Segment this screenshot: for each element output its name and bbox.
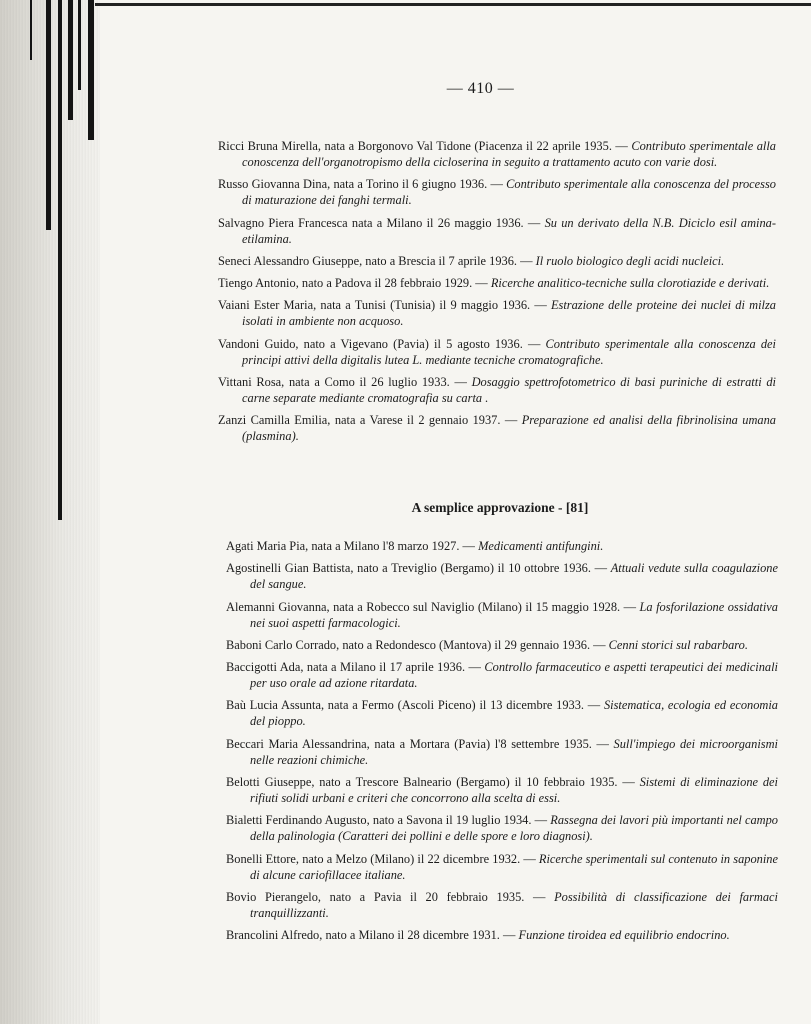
entry-author: Brancolini Alfredo, nato a Milano il 28 dicembre 1931. —: [226, 928, 519, 943]
thesis-entry: [226, 538, 778, 554]
entry-author: Alemanni Giovanna, nata a Robecco sul Naviglio (Milano) il 15 maggio 1928. —: [226, 599, 640, 614]
entry-title: Preparazione ed analisi della fibrinolisina umana (plasmina).: [242, 413, 776, 444]
entry-title: Contributo sperimentale alla conoscenza del processo di maturazione dei fanghi termali.: [242, 177, 776, 208]
thesis-entry: [218, 297, 776, 329]
entry-author: Vandoni Guido, nato a Vigevano (Pavia) il 5 agosto 1936. —: [218, 336, 546, 351]
entry-title: Rassegna dei lavori più importanti nel campo della palinologia (Caratteri dei pollini e delle spore e loro diagnosi).: [250, 813, 779, 844]
entry-author: Belotti Giuseppe, nato a Trescore Balneario (Bergamo) il 10 febbraio 1935. —: [226, 775, 640, 790]
top-edge-line: [95, 3, 811, 6]
page-number: — 410 —: [446, 80, 515, 97]
thesis-entry: [218, 176, 776, 208]
thesis-entry: [226, 697, 778, 729]
entry-title: Ricerche analitico-tecniche sulla clorotiazide e derivati.: [490, 276, 770, 291]
thesis-entry: [226, 812, 778, 844]
entry-author: Baù Lucia Assunta, nata a Fermo (Ascoli Piceno) il 13 dicembre 1933. —: [226, 698, 604, 713]
thesis-entry: [226, 889, 778, 921]
entry-author: Bialetti Ferdinando Augusto, nato a Savona il 19 luglio 1934. —: [226, 813, 551, 828]
entry-title: Contributo sperimentale alla conoscenza dell'organotropismo della cicloserina in seguito a trattamento acuto con varie dosi.: [242, 139, 777, 169]
entry-title: Sistematica, ecologia ed economia del pioppo.: [250, 698, 778, 729]
thesis-entry: [226, 659, 778, 691]
entry-title: Controllo farmaceutico e aspetti terapeutici dei medicinali per uso orale ad azione ritardata.: [250, 660, 778, 691]
entry-title: Il ruolo biologico degli acidi nucleici.: [535, 253, 725, 268]
thesis-entry: [226, 851, 778, 883]
thesis-entry: [218, 253, 776, 269]
thesis-entry: [218, 138, 776, 170]
entry-title: Cenni storici sul rabarbaro.: [608, 637, 748, 652]
entry-title: Sistemi di eliminazione dei rifiuti solidi urbani e criteri che concorrono alla scelta di essi.: [250, 775, 778, 806]
entry-author: Baccigotti Ada, nata a Milano il 17 aprile 1936. —: [226, 660, 485, 675]
thesis-entry: [218, 336, 776, 368]
entry-title: Medicamenti antifungini.: [478, 539, 604, 553]
entry-author: Agostinelli Gian Battista, nato a Treviglio (Bergamo) il 10 ottobre 1936. —: [226, 561, 611, 576]
thesis-entry: [218, 374, 776, 406]
entry-author: Vittani Rosa, nata a Como il 26 luglio 1933. —: [218, 375, 472, 390]
thesis-entry: [226, 736, 778, 768]
entry-author: Russo Giovanna Dina, nata a Torino il 6 giugno 1936. —: [218, 177, 507, 192]
thesis-entry: [226, 637, 778, 653]
book-binding-edge: [0, 0, 100, 1024]
entry-author: Bovio Pierangelo, nato a Pavia il 20 febbraio 1935. —: [226, 889, 555, 904]
thesis-entry: [226, 599, 778, 631]
section-heading: A semplice approvazione - [81]: [411, 500, 589, 515]
entry-title: Possibilità di classificazione dei farmaci tranquillizzanti.: [250, 889, 778, 920]
entry-title: Funzione tiroidea ed equilibrio endocrino.: [518, 928, 730, 943]
thesis-entry: [218, 215, 776, 247]
entry-title: Contributo sperimentale alla conoscenza dei principi attivi della digitalis lutea L. mediante tecniche cromatografiche.: [242, 336, 776, 367]
entry-title: La fosforilazione ossidativa nei suoi aspetti farmacologici.: [250, 599, 778, 630]
entry-author: Zanzi Camilla Emilia, nata a Varese il 2 gennaio 1937. —: [218, 413, 522, 428]
entry-title: Estrazione delle proteine dei nuclei di milza isolati in ambiente non acquoso.: [242, 298, 777, 329]
thesis-entry: [218, 412, 776, 444]
entry-title: Attuali vedute sulla coagulazione del sangue.: [250, 561, 778, 592]
entry-author: Beccari Maria Alessandrina, nata a Mortara (Pavia) l'8 settembre 1935. —: [226, 736, 614, 751]
entry-title: Dosaggio spettrofotometrico di basi puriniche di estratti di carne separate mediante cromatografia su carta .: [242, 375, 776, 406]
entry-title: Ricerche sperimentali sul contenuto in saponine di alcune cariofillacee italiane.: [250, 851, 778, 882]
entry-author: Tiengo Antonio, nato a Padova il 28 febbraio 1929. —: [218, 276, 491, 291]
entry-author: Baboni Carlo Corrado, nato a Redondesco (Mantova) il 29 gennaio 1936. —: [226, 637, 609, 652]
entry-author: Agati Maria Pia, nata a Milano l'8 marzo 1927. —: [226, 539, 479, 553]
entry-author: Ricci Bruna Mirella, nata a Borgonovo Val Tidone (Piacenza il 22 aprile 1935. —: [218, 139, 632, 153]
entry-author: Bonelli Ettore, nato a Melzo (Milano) il 22 dicembre 1932. —: [226, 851, 539, 866]
entry-title: Sull'impiego dei microorganismi nelle reazioni chimiche.: [250, 736, 778, 767]
thesis-entry: [226, 927, 778, 943]
thesis-entry: [226, 560, 778, 592]
thesis-entry: [226, 774, 778, 806]
entry-author: Vaiani Ester Maria, nata a Tunisi (Tunisia) il 9 maggio 1936. —: [218, 298, 551, 313]
entry-author: Salvagno Piera Francesca nata a Milano il 26 maggio 1936. —: [218, 215, 545, 230]
thesis-entry: [218, 275, 776, 291]
entry-title: Su un derivato della N.B. Diciclo esil amina-etilamina.: [242, 215, 777, 246]
entry-author: Seneci Alessandro Giuseppe, nato a Brescia il 7 aprile 1936. —: [218, 253, 536, 268]
thesis-list-simple-approval: [226, 538, 778, 950]
thesis-list-honours: [218, 138, 776, 451]
